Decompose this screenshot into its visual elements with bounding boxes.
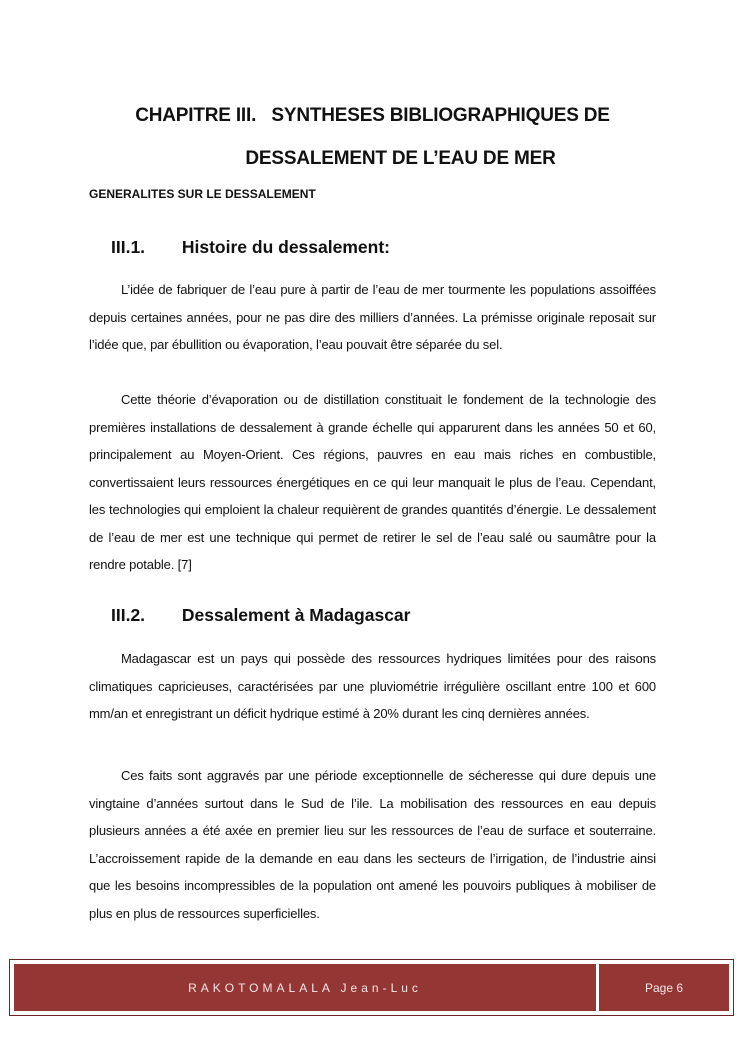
generalites-heading: GENERALITES SUR LE DESSALEMENT bbox=[89, 187, 316, 201]
footer-page-number: Page 6 bbox=[599, 964, 729, 1011]
page-footer bbox=[9, 959, 734, 1016]
section-number: III.2. bbox=[111, 605, 146, 625]
section-number: III.1. bbox=[111, 237, 146, 257]
chapter-title-line-1: CHAPITRE III. SYNTHESES BIBLIOGRAPHIQUES DE bbox=[135, 105, 610, 126]
paragraph-histoire-2: Cette théorie d’évaporation ou de distillation constituait le fondement de la technologie des premières installations de dessalement à grande échelle qui apparurent dans les années 50 et 60, principalement au Moyen-Orient. Ces régions, pauvres en eau mais riches en combustible, convertissaient leurs ressources énergétiques en ce qui leur manquait le plus de l’eau. Cependant, les technologies qui emploient la chaleur requièrent de grandes quantités d’énergie. Le dessalement de l’eau de mer est une technique qui permet de retirer le sel de l’eau salé ou saumâtre pour la rendre potable. [7] bbox=[89, 392, 656, 572]
paragraph-madagascar-1: Madagascar est un pays qui possède des ressources hydriques limitées pour des raisons climatiques capricieuses, caractérisées par une pluviométrie irrégulière oscillant entre 100 et 600 mm/an et enregistrant un déficit hydrique estimé à 20% durant les cinq dernières années. bbox=[89, 651, 656, 721]
section-title: Dessalement à Madagascar bbox=[181, 605, 411, 625]
chapter-title-line-2: DESSALEMENT DE L’EAU DE MER bbox=[245, 148, 556, 169]
paragraph-histoire-1: L’idée de fabriquer de l’eau pure à partir de l’eau de mer tourmente les populations assoiffées depuis certaines années, pour ne pas dire des milliers d’années. La prémisse originale reposait sur l’idée que, par ébullition ou évaporation, l’eau pouvait être séparée du sel. bbox=[89, 282, 656, 352]
paragraph-madagascar-2: Ces faits sont aggravés par une période exceptionnelle de sécheresse qui dure depuis une vingtaine d’années surtout dans le Sud de l’ile. La mobilisation des ressources en eau depuis plusieurs années a été axée en premier lieu sur les ressources de l’eau de surface et souterraine. L’accroissement rapide de la demande en eau dans les secteurs de l’irrigation, de l’industrie ainsi que les besoins incompressibles de la population ont amené les pouvoirs publiques à mobiliser de plus en plus de ressources superficielles. bbox=[89, 768, 656, 921]
section-heading-histoire bbox=[111, 237, 390, 258]
section-heading-madagascar bbox=[111, 605, 410, 626]
chapter-title bbox=[60, 94, 685, 180]
footer-author: RAKOTOMALALA Jean-Luc bbox=[14, 964, 596, 1011]
section-title: Histoire du dessalement: bbox=[181, 237, 390, 257]
